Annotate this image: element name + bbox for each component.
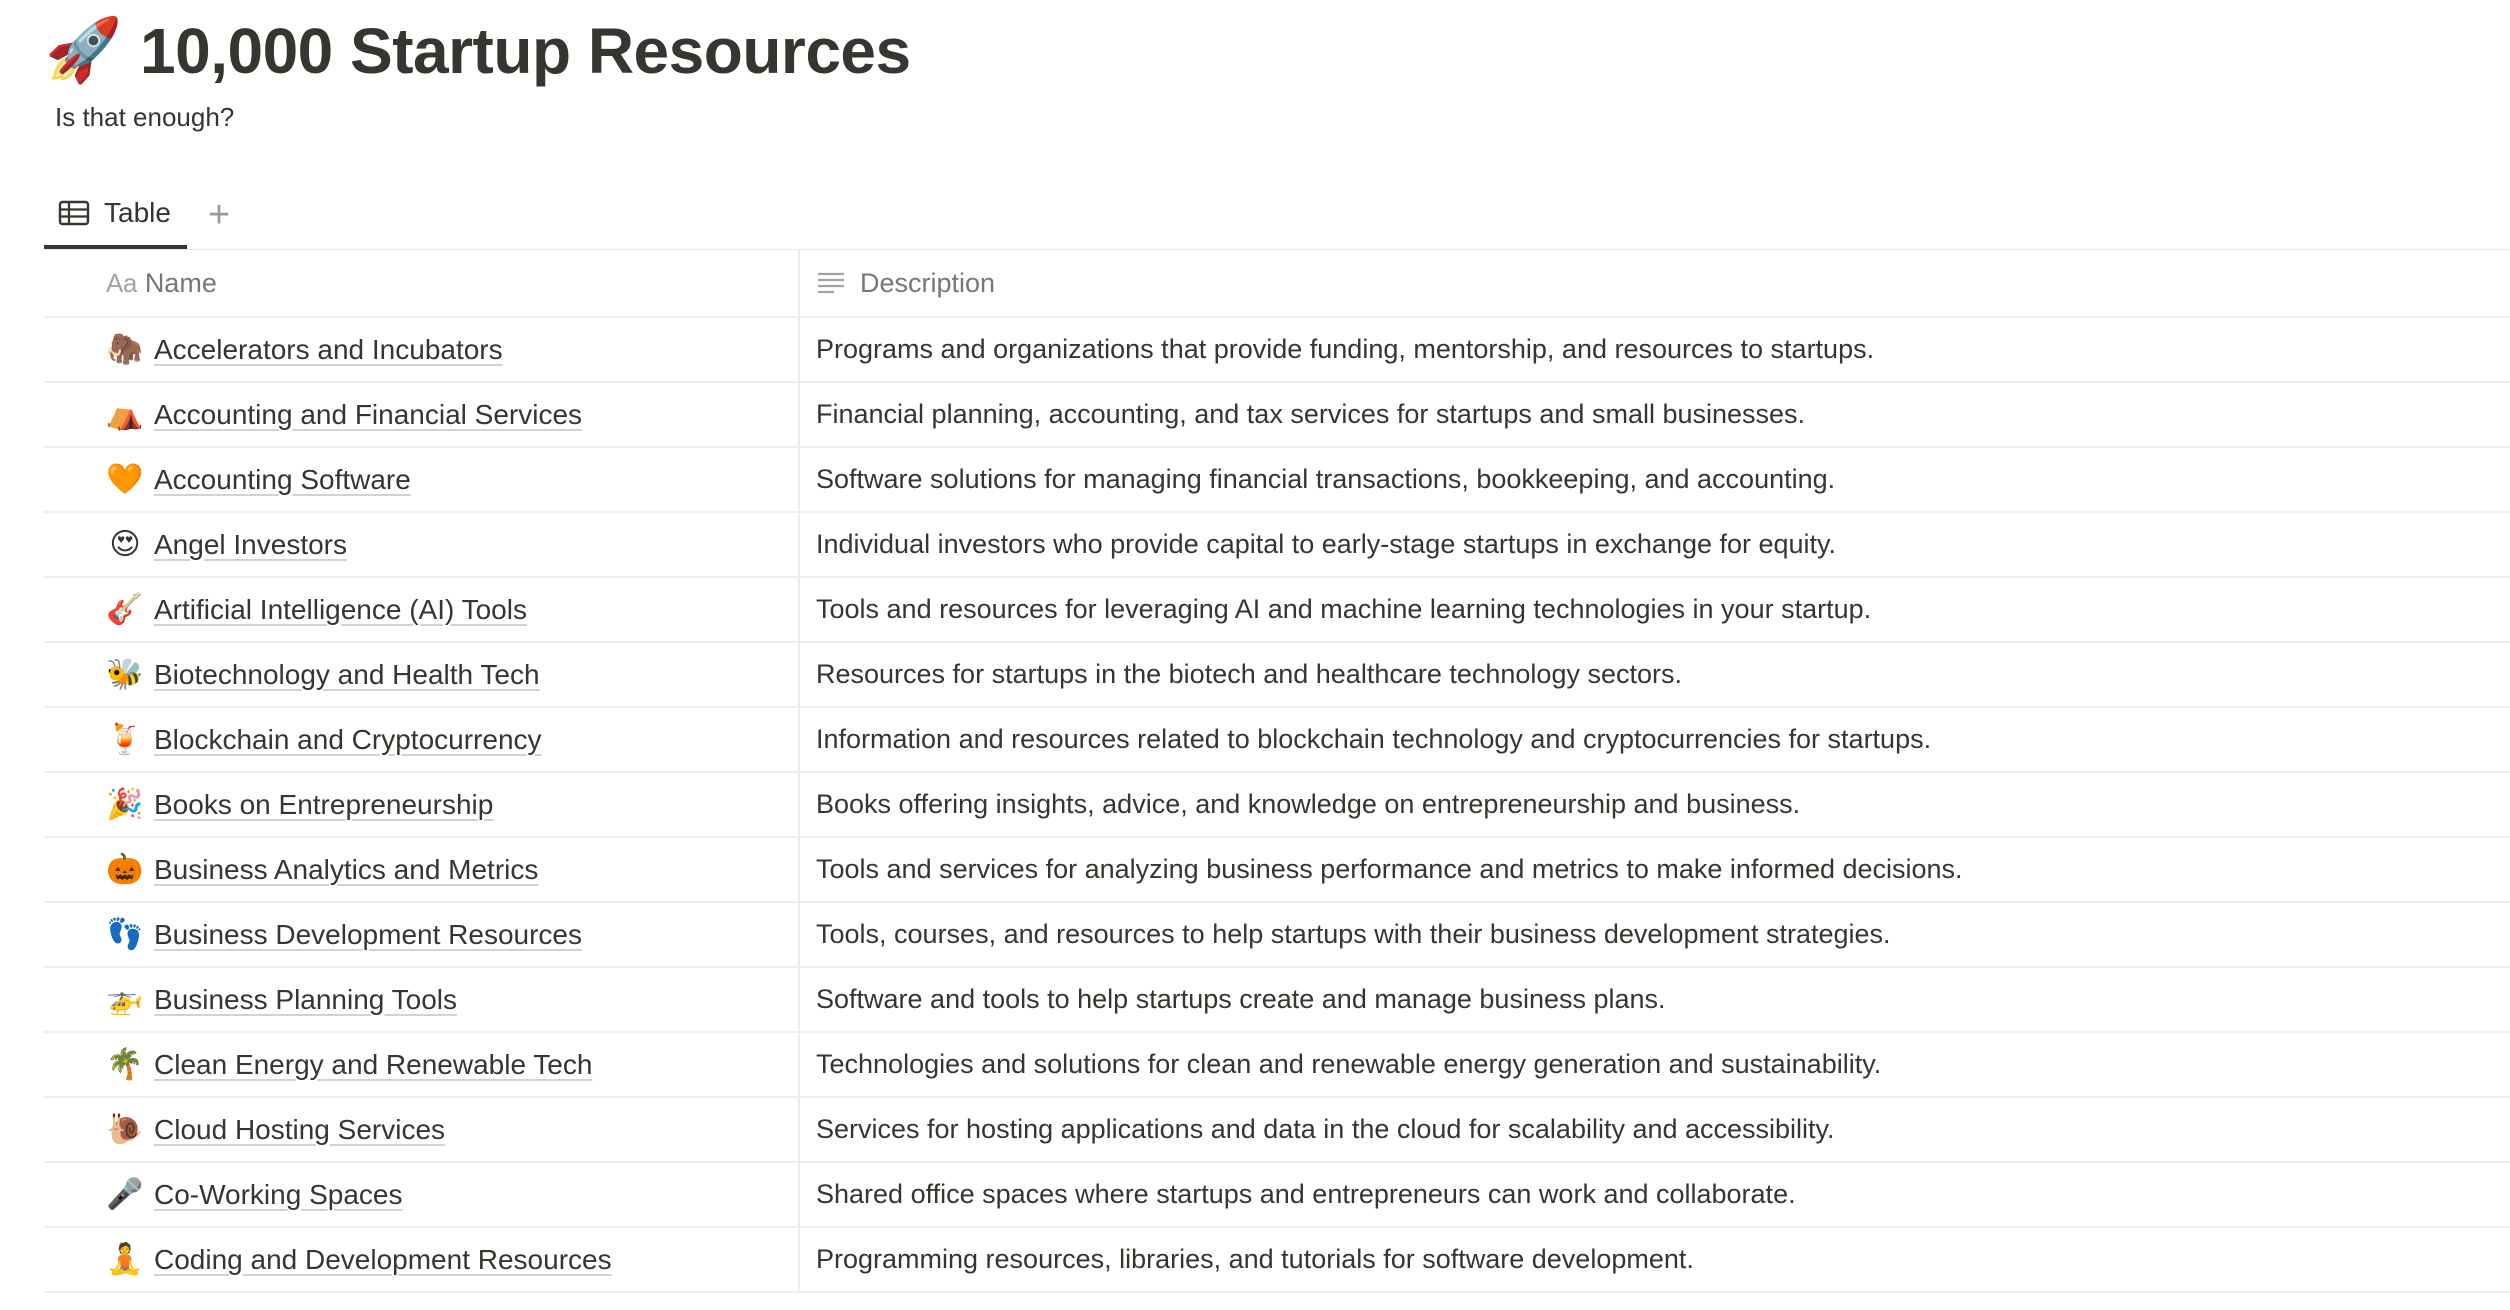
description-cell[interactable]: Individual investors who provide capital to early-stage startups in exchange for equity. [816,529,1837,559]
column-header-name-label: Name [144,267,217,298]
page-description[interactable]: Is that enough? [55,102,235,132]
name-cell[interactable] [44,578,800,641]
tab-table[interactable] [44,181,187,249]
page-header [44,6,911,96]
row-title-link[interactable]: Biotechnology and Health Tech [154,658,540,690]
name-cell[interactable] [44,838,800,901]
row-title-link[interactable]: Cloud Hosting Services [154,1113,446,1145]
page-title[interactable]: 10,000 Startup Resources [140,15,911,87]
row-title-link[interactable]: Business Analytics and Metrics [154,853,539,885]
row-title-link[interactable]: Accounting Software [154,463,411,495]
tent-icon: ⛺ [106,397,144,431]
description-cell[interactable]: Information and resources related to blockchain technology and cryptocurrencies for startups. [816,724,1932,754]
row-title-link[interactable]: Accelerators and Incubators [154,333,503,365]
column-header-name[interactable] [44,250,800,316]
name-cell[interactable] [44,1163,800,1226]
description-cell[interactable]: Technologies and solutions for clean and renewable energy generation and sustainability. [816,1049,1882,1079]
table-row [44,968,2510,1033]
tropical-drink-icon: 🍹 [106,722,144,756]
name-cell[interactable] [44,1033,800,1096]
description-cell[interactable]: Books offering insights, advice, and knowledge on entrepreneurship and business. [816,789,1801,819]
name-cell[interactable] [44,708,800,771]
table-row [44,1228,2510,1293]
name-cell[interactable] [44,773,800,836]
row-title-link[interactable]: Angel Investors [154,528,347,560]
table-row [44,1098,2510,1163]
add-view-button[interactable]: + [207,194,231,236]
row-title-link[interactable]: Coding and Development Resources [154,1243,612,1275]
table-row [44,643,2510,708]
table-row [44,383,2510,448]
tab-table-label: Table [104,197,171,228]
column-header-description-label: Description [860,267,996,298]
table-row [44,773,2510,838]
rocket-icon[interactable]: 🚀 [45,16,123,85]
helicopter-icon: 🚁 [106,982,144,1016]
description-cell[interactable]: Software solutions for managing financial transactions, bookkeeping, and accounting. [816,464,1836,494]
description-cell[interactable]: Software and tools to help startups create and manage business plans. [816,984,1666,1014]
snail-icon: 🐌 [106,1112,144,1146]
description-cell[interactable]: Programs and organizations that provide funding, mentorship, and resources to startups. [816,334,1875,364]
table-row [44,513,2510,578]
table-row [44,838,2510,903]
name-cell[interactable] [44,448,800,511]
party-popper-icon: 🎉 [106,787,144,821]
row-title-link[interactable]: Business Development Resources [154,918,582,950]
table-row [44,1163,2510,1228]
microphone-icon: 🎤 [106,1177,144,1211]
row-title-link[interactable]: Books on Entrepreneurship [154,788,494,820]
meditation-icon: 🧘 [106,1242,144,1276]
table-row [44,318,2510,383]
description-cell[interactable]: Financial planning, accounting, and tax services for startups and small businesses. [816,399,1806,429]
palm-tree-icon: 🌴 [106,1047,144,1081]
guitar-icon: 🎸 [106,592,144,626]
description-cell[interactable]: Tools, courses, and resources to help startups with their business development strategies. [816,919,1891,949]
name-cell[interactable] [44,318,800,381]
name-cell[interactable] [44,1098,800,1161]
table-row [44,1033,2510,1098]
row-title-link[interactable]: Clean Energy and Renewable Tech [154,1048,593,1080]
name-cell[interactable] [44,1228,800,1291]
table-row [44,578,2510,643]
table-body [44,318,2510,1293]
table-row [44,448,2510,513]
description-cell[interactable]: Tools and services for analyzing business performance and metrics to make informed decisions. [816,854,1963,884]
row-title-link[interactable]: Artificial Intelligence (AI) Tools [154,593,527,625]
description-cell[interactable]: Services for hosting applications and data in the cloud for scalability and accessibility. [816,1114,1835,1144]
description-cell[interactable]: Resources for startups in the biotech and healthcare technology sectors. [816,659,1682,689]
description-cell[interactable]: Tools and resources for leveraging AI and machine learning technologies in your startup. [816,594,1872,624]
column-header-description[interactable] [800,250,2510,316]
row-title-link[interactable]: Blockchain and Cryptocurrency [154,723,542,755]
name-cell[interactable] [44,643,800,706]
row-title-link[interactable]: Accounting and Financial Services [154,398,583,430]
row-title-link[interactable]: Business Planning Tools [154,983,458,1015]
heart-eyes-icon: 😍 [109,527,141,561]
name-cell[interactable] [44,383,800,446]
name-cell[interactable] [44,513,800,576]
description-cell[interactable]: Shared office spaces where startups and entrepreneurs can work and collaborate. [816,1179,1796,1209]
mammoth-icon: 🦣 [106,332,144,366]
table-header-row [44,250,2510,318]
footprints-icon: 👣 [106,917,144,951]
database-table [44,249,2510,1293]
table-icon [58,200,90,226]
bee-icon: 🐝 [106,657,144,691]
table-row [44,903,2510,968]
table-row [44,708,2510,773]
name-cell[interactable] [44,968,800,1031]
description-cell[interactable]: Programming resources, libraries, and tutorials for software development. [816,1244,1694,1274]
row-title-link[interactable]: Co-Working Spaces [154,1178,403,1210]
name-cell[interactable] [44,903,800,966]
title-property-icon: Aa [106,267,137,298]
text-property-icon [816,270,846,296]
view-tabs [44,180,241,250]
pumpkin-icon: 🎃 [106,852,144,886]
orange-heart-icon: 🧡 [106,462,144,496]
